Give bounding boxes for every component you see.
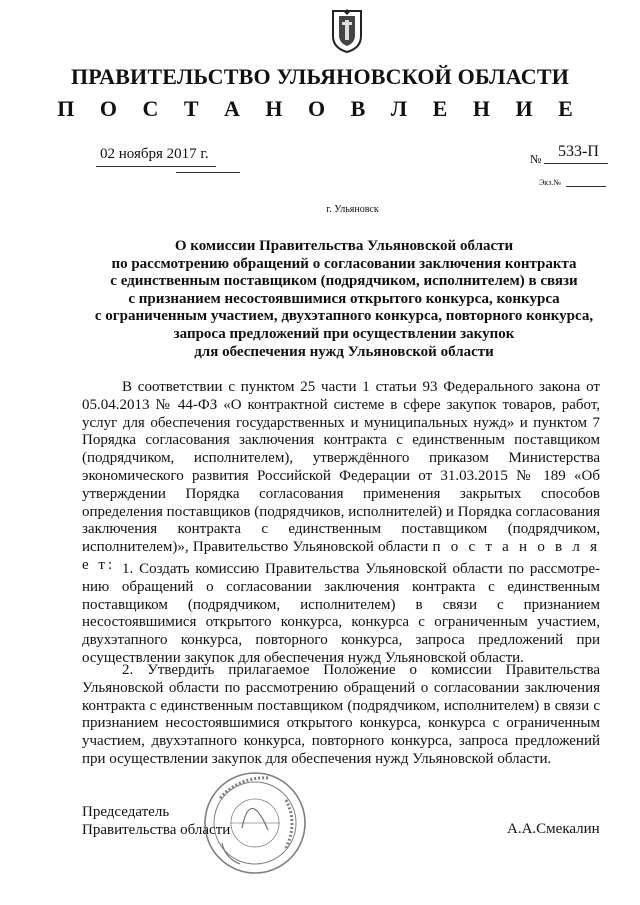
copy-number-underline [566, 186, 606, 187]
decree-number: 533-П [558, 143, 599, 160]
heading-line: по рассмотрению обращений о согласовании заключения контракта [111, 255, 577, 272]
city: г. Ульяновск [326, 204, 379, 215]
official-seal-stamp [200, 768, 310, 878]
item-1-paragraph: 1. Создать комиссию Правительства Ульяновской области по рассмотре-нию обращений о согласовании заключения контракта с единственным поставщиком (подрядчиком, исполнителем) в связи с признанием несостоявшимися открытого конкурса, конкурса с ограниченным участием, двухэтапного конкурса, повторного конкурса, запроса предложений при осуществлении закупок для обеспечения нужд Ульяновской области. [82, 561, 600, 666]
heading-line: запроса предложений при осуществлении закупок [173, 325, 515, 342]
heading-line: О комиссии Правительства Ульяновской области [174, 238, 514, 254]
signer-position-line2: Правительства области [82, 822, 231, 838]
preamble-text: В соответствии с пунктом 25 части 1 статьи 93 Федерального закона от 05.04.2013 № 44-ФЗ «О контрактной системе в сфере закупок товаров, работ, услуг для обеспечения государственных и муниципальных нужд» и пунктом 7 Порядка согласования заключения контракта с единственным поставщиком (подрядчиком, исполнителем), утверждённого приказом Министерства экономического развития Российской Федерации от 31.03.2015 № 189 «Об утверждении Порядка согласования применения закрытых способов определения поставщиков (подрядчиков, исполнителей) и Порядка согласования заключения контракта с единственным поставщиком (подрядчиком, исполнителем)», Правительство Ульяновской области [82, 379, 600, 556]
heading-line: с ограниченным участием, двухэтапного конкурса, повторного конкурса, [94, 308, 594, 325]
number-label: № [530, 152, 542, 166]
item-2-paragraph: 2. Утвердить прилагаемое Положение о комиссии Правительства Ульяновской области по рассмотрению обращений о согласовании заключения контракта с единственным поставщиком (подрядчиком, исполнителем) в связи с признанием несостоявшимися открытого конкурса, конкурса с ограниченным участием, двухэтапного конкурса, повторного конкурса, запроса предложений при осуществлении закупок для обеспечения нужд Ульяновской области. [82, 662, 600, 767]
preamble-paragraph [82, 379, 600, 575]
government-title: ПРАВИТЕЛЬСТВО УЛЬЯНОВСКОЙ ОБЛАСТИ [70, 64, 570, 89]
heading-line: для обеспечения нужд Ульяновской области [194, 343, 494, 360]
heading-line: с единственным поставщиком (подрядчиком, исполнителем) в связи [110, 273, 578, 290]
number-underline [544, 163, 608, 164]
coat-of-arms-icon [330, 8, 364, 54]
decree-heading [80, 238, 608, 361]
decree-date: 02 ноября 2017 г. [100, 146, 209, 162]
signer-position-line1: Председатель [82, 804, 170, 820]
date-underline [96, 166, 216, 167]
signer-name: А.А.Смекалин [507, 821, 600, 837]
date-underline-secondary [176, 172, 240, 173]
heading-line: с признанием несостоявшимися открытого конкурса, конкурса [128, 290, 560, 307]
document-type: П О С Т А Н О В Л Е Н И Е [57, 96, 583, 121]
copy-number-label: Экз.№ [539, 178, 561, 187]
decree-word: п о с т а н о в л я е т: [82, 539, 600, 573]
